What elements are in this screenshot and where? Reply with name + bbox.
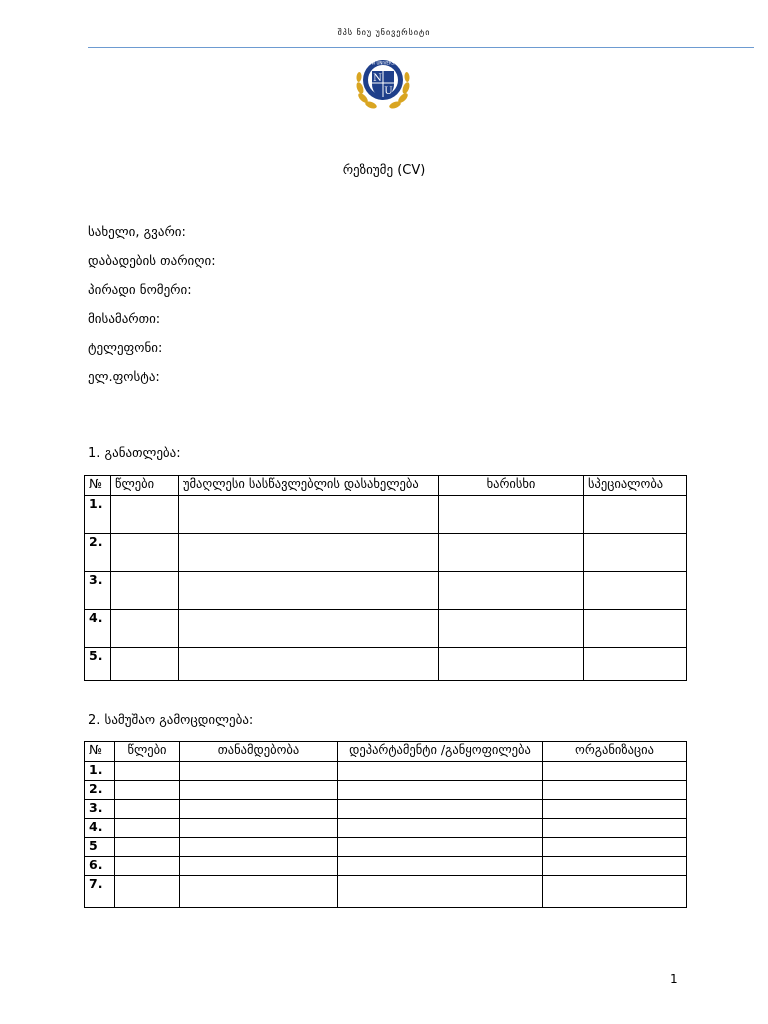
- table-cell[interactable]: [584, 534, 687, 572]
- table-cell[interactable]: [179, 572, 439, 610]
- header-divider: [88, 47, 754, 48]
- table-cell[interactable]: [543, 838, 687, 857]
- table-cell[interactable]: [111, 534, 179, 572]
- row-number: 4.: [85, 610, 111, 648]
- table-cell[interactable]: [439, 534, 584, 572]
- table-cell[interactable]: [180, 800, 338, 819]
- table-cell[interactable]: [439, 648, 584, 681]
- education-section-title: [88, 446, 181, 461]
- table-row: [85, 762, 687, 781]
- row-number: 5: [85, 838, 115, 857]
- education-col-years: წლები: [111, 476, 179, 496]
- table-row: [85, 648, 687, 681]
- table-row: [85, 534, 687, 572]
- field-email: ელ.ფოსტა:: [88, 370, 160, 385]
- table-cell[interactable]: [543, 762, 687, 781]
- table-cell[interactable]: [338, 876, 543, 908]
- education-table: [84, 475, 687, 681]
- work-section-title: 2. სამუშაო გამოცდილება:: [88, 713, 254, 728]
- table-cell[interactable]: [439, 572, 584, 610]
- table-cell[interactable]: [179, 534, 439, 572]
- row-number: 5.: [85, 648, 111, 681]
- education-col-institution: უმაღლესი სასწავლებლის დასახელება: [179, 476, 439, 496]
- logo-ring-text: NEW UNIVERSITY: [365, 60, 401, 66]
- page-header: შპს ნიუ უნივერსიტი: [337, 28, 431, 37]
- table-cell[interactable]: [439, 610, 584, 648]
- work-header-row: [85, 742, 687, 762]
- table-cell[interactable]: [115, 819, 180, 838]
- table-cell[interactable]: [115, 876, 180, 908]
- table-cell[interactable]: [180, 876, 338, 908]
- table-cell[interactable]: [179, 648, 439, 681]
- table-cell[interactable]: [584, 648, 687, 681]
- row-number: 7.: [85, 876, 115, 908]
- field-phone: ტელეფონი:: [88, 341, 163, 356]
- work-col-department: დეპარტამენტი /განყოფილება: [338, 742, 543, 762]
- table-cell[interactable]: [180, 838, 338, 857]
- table-row: [85, 800, 687, 819]
- page-number: 1: [670, 972, 678, 986]
- row-number: 1.: [85, 496, 111, 534]
- table-cell[interactable]: [338, 819, 543, 838]
- table-cell[interactable]: [338, 762, 543, 781]
- table-row: [85, 781, 687, 800]
- table-cell[interactable]: [338, 781, 543, 800]
- table-row: [85, 496, 687, 534]
- row-number: 4.: [85, 819, 115, 838]
- table-cell[interactable]: [111, 572, 179, 610]
- table-cell[interactable]: [115, 762, 180, 781]
- table-row: [85, 572, 687, 610]
- table-cell[interactable]: [439, 496, 584, 534]
- row-number: 2.: [85, 781, 115, 800]
- table-cell[interactable]: [338, 838, 543, 857]
- table-cell[interactable]: [179, 610, 439, 648]
- table-row: [85, 857, 687, 876]
- table-cell[interactable]: [115, 857, 180, 876]
- table-cell[interactable]: [543, 800, 687, 819]
- table-cell[interactable]: [584, 572, 687, 610]
- table-cell[interactable]: [180, 781, 338, 800]
- education-col-specialty: სპეციალობა: [584, 476, 687, 496]
- table-cell[interactable]: [338, 857, 543, 876]
- education-col-number: №: [85, 476, 111, 496]
- logo-letter-n: N: [373, 73, 382, 84]
- row-number: 3.: [85, 800, 115, 819]
- table-row: [85, 876, 687, 908]
- field-personal-number: პირადი ნომერი:: [88, 283, 192, 298]
- work-col-number: №: [85, 742, 115, 762]
- table-cell[interactable]: [111, 648, 179, 681]
- row-number: 3.: [85, 572, 111, 610]
- table-cell[interactable]: [338, 800, 543, 819]
- table-cell[interactable]: [584, 610, 687, 648]
- logo-letter-u: U: [384, 86, 393, 97]
- table-cell[interactable]: [543, 781, 687, 800]
- document-title: რეზიუმე (CV): [342, 163, 426, 178]
- table-row: [85, 610, 687, 648]
- row-number: 1.: [85, 762, 115, 781]
- education-section-number: 1.: [88, 446, 101, 461]
- table-cell[interactable]: [180, 762, 338, 781]
- work-table: [84, 741, 687, 908]
- table-cell[interactable]: [115, 781, 180, 800]
- work-col-years: წლები: [115, 742, 180, 762]
- table-cell[interactable]: [115, 800, 180, 819]
- work-col-organization: ორგანიზაცია: [543, 742, 687, 762]
- education-section-label: განათლება:: [100, 446, 181, 461]
- table-cell[interactable]: [543, 819, 687, 838]
- table-cell[interactable]: [584, 496, 687, 534]
- field-full-name: სახელი, გვარი:: [88, 225, 186, 240]
- education-header-row: [85, 476, 687, 496]
- row-number: 6.: [85, 857, 115, 876]
- table-cell[interactable]: [543, 857, 687, 876]
- work-col-position: თანამდებობა: [180, 742, 338, 762]
- row-number: 2.: [85, 534, 111, 572]
- field-birth-date: დაბადების თარიღი:: [88, 254, 216, 269]
- table-cell[interactable]: [111, 610, 179, 648]
- table-cell[interactable]: [543, 876, 687, 908]
- table-cell[interactable]: [115, 838, 180, 857]
- table-cell[interactable]: [179, 496, 439, 534]
- table-cell[interactable]: [180, 857, 338, 876]
- table-row: [85, 838, 687, 857]
- field-address: მისამართი:: [88, 312, 161, 327]
- education-col-degree: ხარისხი: [439, 476, 584, 496]
- table-row: [85, 819, 687, 838]
- table-cell[interactable]: [180, 819, 338, 838]
- university-logo: [352, 52, 414, 114]
- table-cell[interactable]: [111, 496, 179, 534]
